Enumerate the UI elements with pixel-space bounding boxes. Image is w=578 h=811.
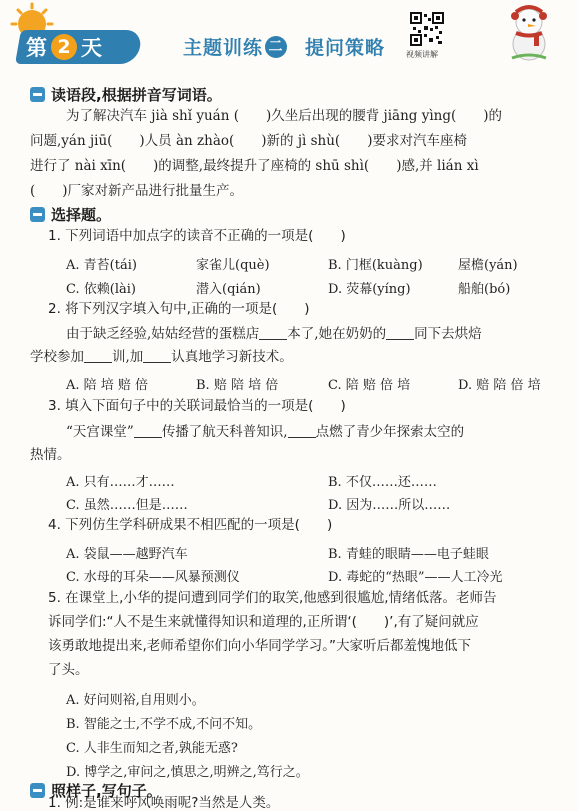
qr-label: 视频讲解	[406, 50, 438, 59]
page-header	[0, 0, 578, 78]
q5-stem-line-4: 了头。	[48, 662, 89, 678]
q3-text-1c: 点燃了青少年探索太空的	[315, 424, 465, 440]
day-number: 2	[51, 34, 77, 60]
q1-stem: 1. 下列词语中加点字的读音不正确的一项是( )	[48, 228, 346, 244]
q2-text-2a: 学校参加	[30, 349, 84, 365]
q2-text-1b: 本了,她在奶奶的	[287, 326, 387, 342]
q2-text-1a: 由于缺乏经验,姑姑经营的蛋糕店	[66, 326, 260, 342]
q5-option-b[interactable]: B. 智能之士,不学不成,不问不知。	[66, 717, 262, 732]
q2-option-b[interactable]: B. 赔 陪 培 倍	[196, 378, 279, 393]
q3-sentence-2: 热情。	[30, 447, 71, 463]
day-label	[26, 33, 102, 61]
qr-code-icon[interactable]	[410, 12, 444, 46]
s3-q1: 1. 例:是谁来呼风唤雨呢?当然是人类。	[48, 795, 280, 811]
blank-line[interactable]	[143, 350, 171, 363]
title-mark: 二	[265, 36, 287, 58]
section-icon	[30, 783, 45, 798]
q1-option-c1[interactable]: C. 依赖(lài)	[66, 282, 136, 297]
q3-stem: 3. 填入下面句子中的关联词最恰当的一项是( )	[48, 398, 346, 414]
q4-option-c[interactable]: C. 水母的耳朵——风暴预测仪	[66, 570, 240, 585]
blank-line[interactable]	[84, 350, 112, 363]
q2-text-2b: 训,加	[112, 349, 144, 365]
section-title-2	[30, 204, 111, 225]
q4-option-d[interactable]: D. 毒蛇的“热眼”——人工冷光	[328, 570, 503, 585]
blank-line[interactable]	[386, 327, 414, 340]
q1-option-d2[interactable]: 船舶(bó)	[458, 282, 511, 297]
s1-line-2: 问题,yán jiū( )人员 àn zhào( )新的 jì shù( )要求对汽车座椅	[30, 133, 467, 149]
section-2-title-text: 选择题。	[51, 206, 112, 224]
q1-option-c2[interactable]: 潜入(qián)	[196, 282, 261, 297]
q3-text-1b: 传播了航天科普知识,	[161, 424, 288, 440]
section-3-title-text: 照样子,写句子。	[51, 782, 162, 800]
q3-option-c[interactable]: C. 虽然……但是……	[66, 498, 188, 513]
title-part1: 主题训练	[183, 37, 264, 59]
q3-option-b[interactable]: B. 不仅……还……	[328, 475, 437, 490]
q2-text-2c: 认真地学习新技术。	[171, 349, 293, 365]
q4-option-a[interactable]: A. 袋鼠——越野汽车	[66, 547, 188, 562]
blank-line[interactable]	[288, 425, 316, 438]
s1-line-4: ( )厂家对新产品进行批量生产。	[30, 183, 244, 199]
q3-text-1a: “天宫课堂”	[66, 424, 134, 440]
q5-option-a[interactable]: A. 好问则裕,自用则小。	[66, 693, 205, 708]
q3-option-a[interactable]: A. 只有……才……	[66, 475, 175, 490]
q1-option-a2[interactable]: 家雀儿(què)	[196, 258, 270, 273]
q3-option-d[interactable]: D. 因为……所以……	[328, 498, 451, 513]
q5-stem-line-1: 5. 在课堂上,小华的提问遭到同学们的取笑,他感到很尴尬,情绪低落。老师告	[48, 590, 497, 606]
q1-option-a1[interactable]: A. 青苔(tái)	[66, 258, 137, 273]
q1-option-d1[interactable]: D. 荧幕(yíng)	[328, 282, 411, 297]
q5-option-d[interactable]: D. 博学之,审问之,慎思之,明辨之,笃行之。	[66, 765, 309, 780]
q1-option-b2[interactable]: 屋檐(yán)	[458, 258, 518, 273]
q4-stem: 4. 下列仿生学科研成果不相匹配的一项是( )	[48, 517, 333, 533]
section-icon	[30, 207, 45, 222]
q5-option-c[interactable]: C. 人非生而知之者,孰能无惑?	[66, 741, 238, 756]
section-icon	[30, 87, 45, 102]
q2-sentence-1	[66, 327, 482, 342]
q2-sentence-2	[30, 350, 293, 365]
s1-line-3: 进行了 nài xīn( )的调整,最终提升了座椅的 shū shì( )感,并 lián xì	[30, 158, 479, 174]
q2-option-c[interactable]: C. 陪 赔 倍 培	[328, 378, 411, 393]
blank-line[interactable]	[259, 327, 287, 340]
q2-text-1c: 同下去烘焙	[414, 326, 482, 342]
day-suffix: 天	[81, 36, 102, 60]
page-title	[183, 33, 385, 60]
q3-sentence-1	[66, 425, 464, 440]
blank-line[interactable]	[134, 425, 162, 438]
snowman-icon	[498, 2, 560, 62]
q5-stem-line-3: 该勇敢地提出来,老师希望你们向小华同学学习。”大家听后都羞愧地低下	[48, 638, 472, 654]
q2-stem: 2. 将下列汉字填入句中,正确的一项是( )	[48, 301, 310, 317]
q5-stem-line-2: 诉同学们:“人不是生来就懂得知识和道理的,正所谓‘( )’,有了疑问就应	[48, 614, 479, 630]
q2-option-d[interactable]: D. 赔 陪 倍 培	[458, 378, 541, 393]
s1-line-1: 为了解决汽车 jià shǐ yuán ( )久坐后出现的腰背 jiāng yìng( )的	[66, 108, 503, 124]
q1-option-b1[interactable]: B. 门框(kuàng)	[328, 258, 423, 273]
section-title-1	[30, 84, 222, 105]
q2-option-a[interactable]: A. 陪 培 赔 倍	[66, 378, 149, 393]
section-1-title-text: 读语段,根据拼音写词语。	[51, 86, 222, 104]
day-prefix: 第	[26, 36, 47, 60]
q4-option-b[interactable]: B. 青蛙的眼睛——电子蛙眼	[328, 547, 489, 562]
title-part2: 提问策略	[305, 37, 386, 59]
